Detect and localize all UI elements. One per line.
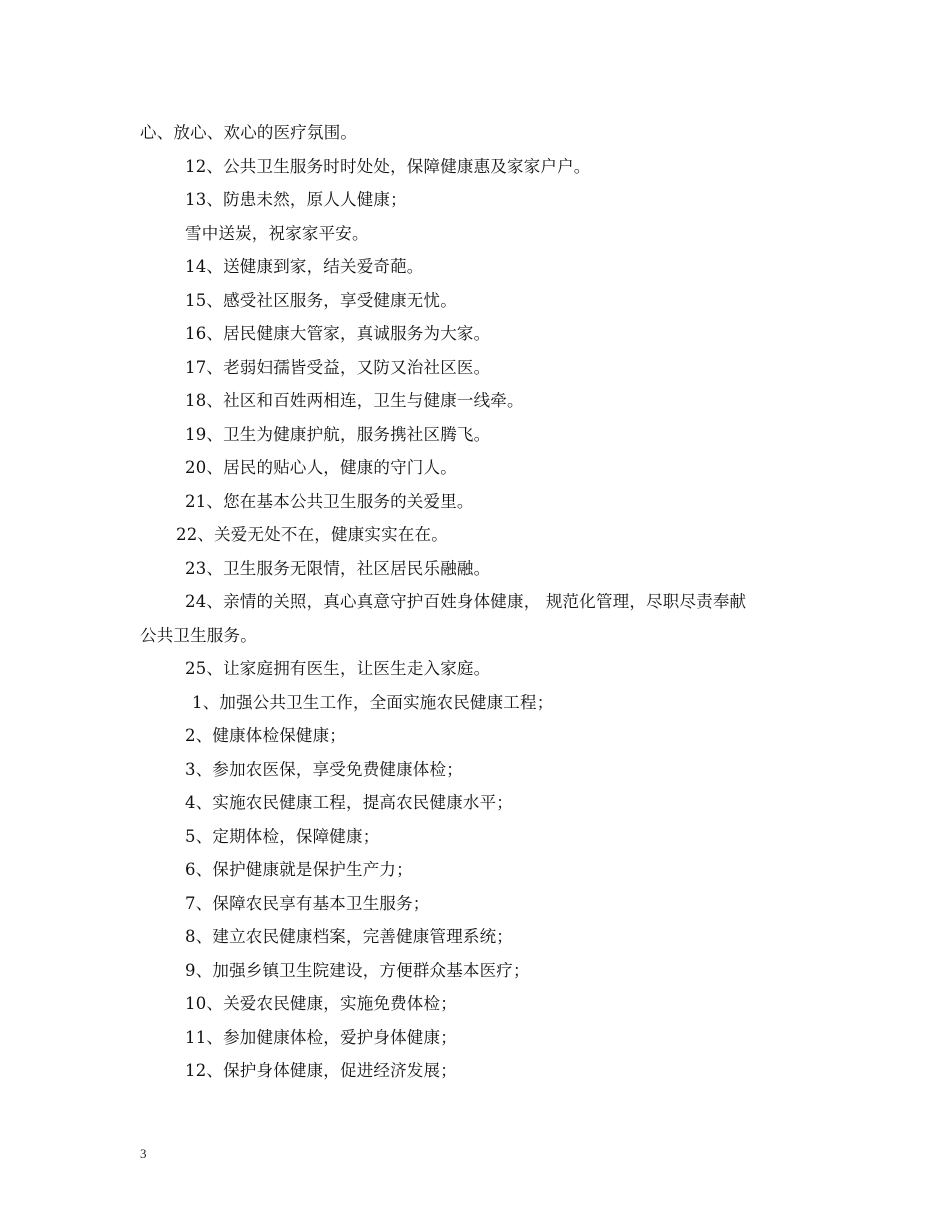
text-line: 15、感受社区服务，享受健康无忧。	[185, 290, 457, 310]
text-line: 14、送健康到家，结关爱奇葩。	[185, 257, 424, 276]
text-line: 12、公共卫生服务时时处处，保障健康惠及家家户户。	[185, 156, 591, 176]
text-line: 13、防患未然，原人人健康；	[185, 190, 407, 209]
text-line: 25、让家庭拥有医生，让医生走入家庭。	[185, 659, 491, 678]
text-line: 5、定期体检，保障健康；	[185, 826, 380, 846]
text-line: 雪中送炭，祝家家平安。	[185, 223, 369, 243]
page-number: 3	[140, 1146, 147, 1161]
text-line: 11、参加健康体检，爱护身体健康；	[185, 1027, 457, 1047]
text-line: 7、保障农民享有基本卫生服务；	[185, 893, 430, 913]
text-line: 4、实施农民健康工程，提高农民健康水平；	[185, 793, 513, 812]
text-line: 9、加强乡镇卫生院建设，方便群众基本医疗；	[185, 960, 530, 980]
text-line: 10、关爱农民健康，实施免费体检；	[185, 994, 457, 1013]
text-line: 17、老弱妇孺皆受益，又防又治社区医。	[185, 357, 491, 377]
text-line: 23、卫生服务无限情，社区居民乐融融。	[185, 558, 491, 578]
text-line: 19、卫生为健康护航，服务携社区腾飞。	[185, 424, 491, 444]
text-line: 21、您在基本公共卫生服务的关爱里。	[185, 491, 474, 511]
document-body	[140, 116, 830, 1088]
text-line: 1、加强公共卫生工作，全面实施农民健康工程；	[192, 692, 554, 712]
text-line: 16、居民健康大管家，真诚服务为大家。	[185, 324, 491, 343]
text-line: 心、放心、欢心的医疗氛围。	[140, 123, 358, 142]
text-line: 18、社区和百姓两相连，卫生与健康一线牵。	[185, 391, 524, 410]
text-line: 2、健康体检保健康；	[185, 726, 346, 745]
text-line: 8、建立农民健康档案，完善健康管理系统；	[185, 927, 513, 946]
text-line: 24、亲情的关照，真心真意守护百姓身体健康， 规范化管理，尽职尽责奉献	[185, 592, 747, 611]
text-line: 6、保护健康就是保护生产力；	[185, 860, 413, 879]
text-line: 3、参加农医保，享受免费健康体检；	[185, 759, 463, 779]
text-line: 20、居民的贴心人，健康的守门人。	[185, 458, 457, 477]
text-line: 公共卫生服务。	[140, 625, 257, 645]
text-line: 22、关爱无处不在，健康实实在在。	[176, 525, 448, 544]
text-line: 12、保护身体健康，促进经济发展；	[185, 1061, 457, 1080]
